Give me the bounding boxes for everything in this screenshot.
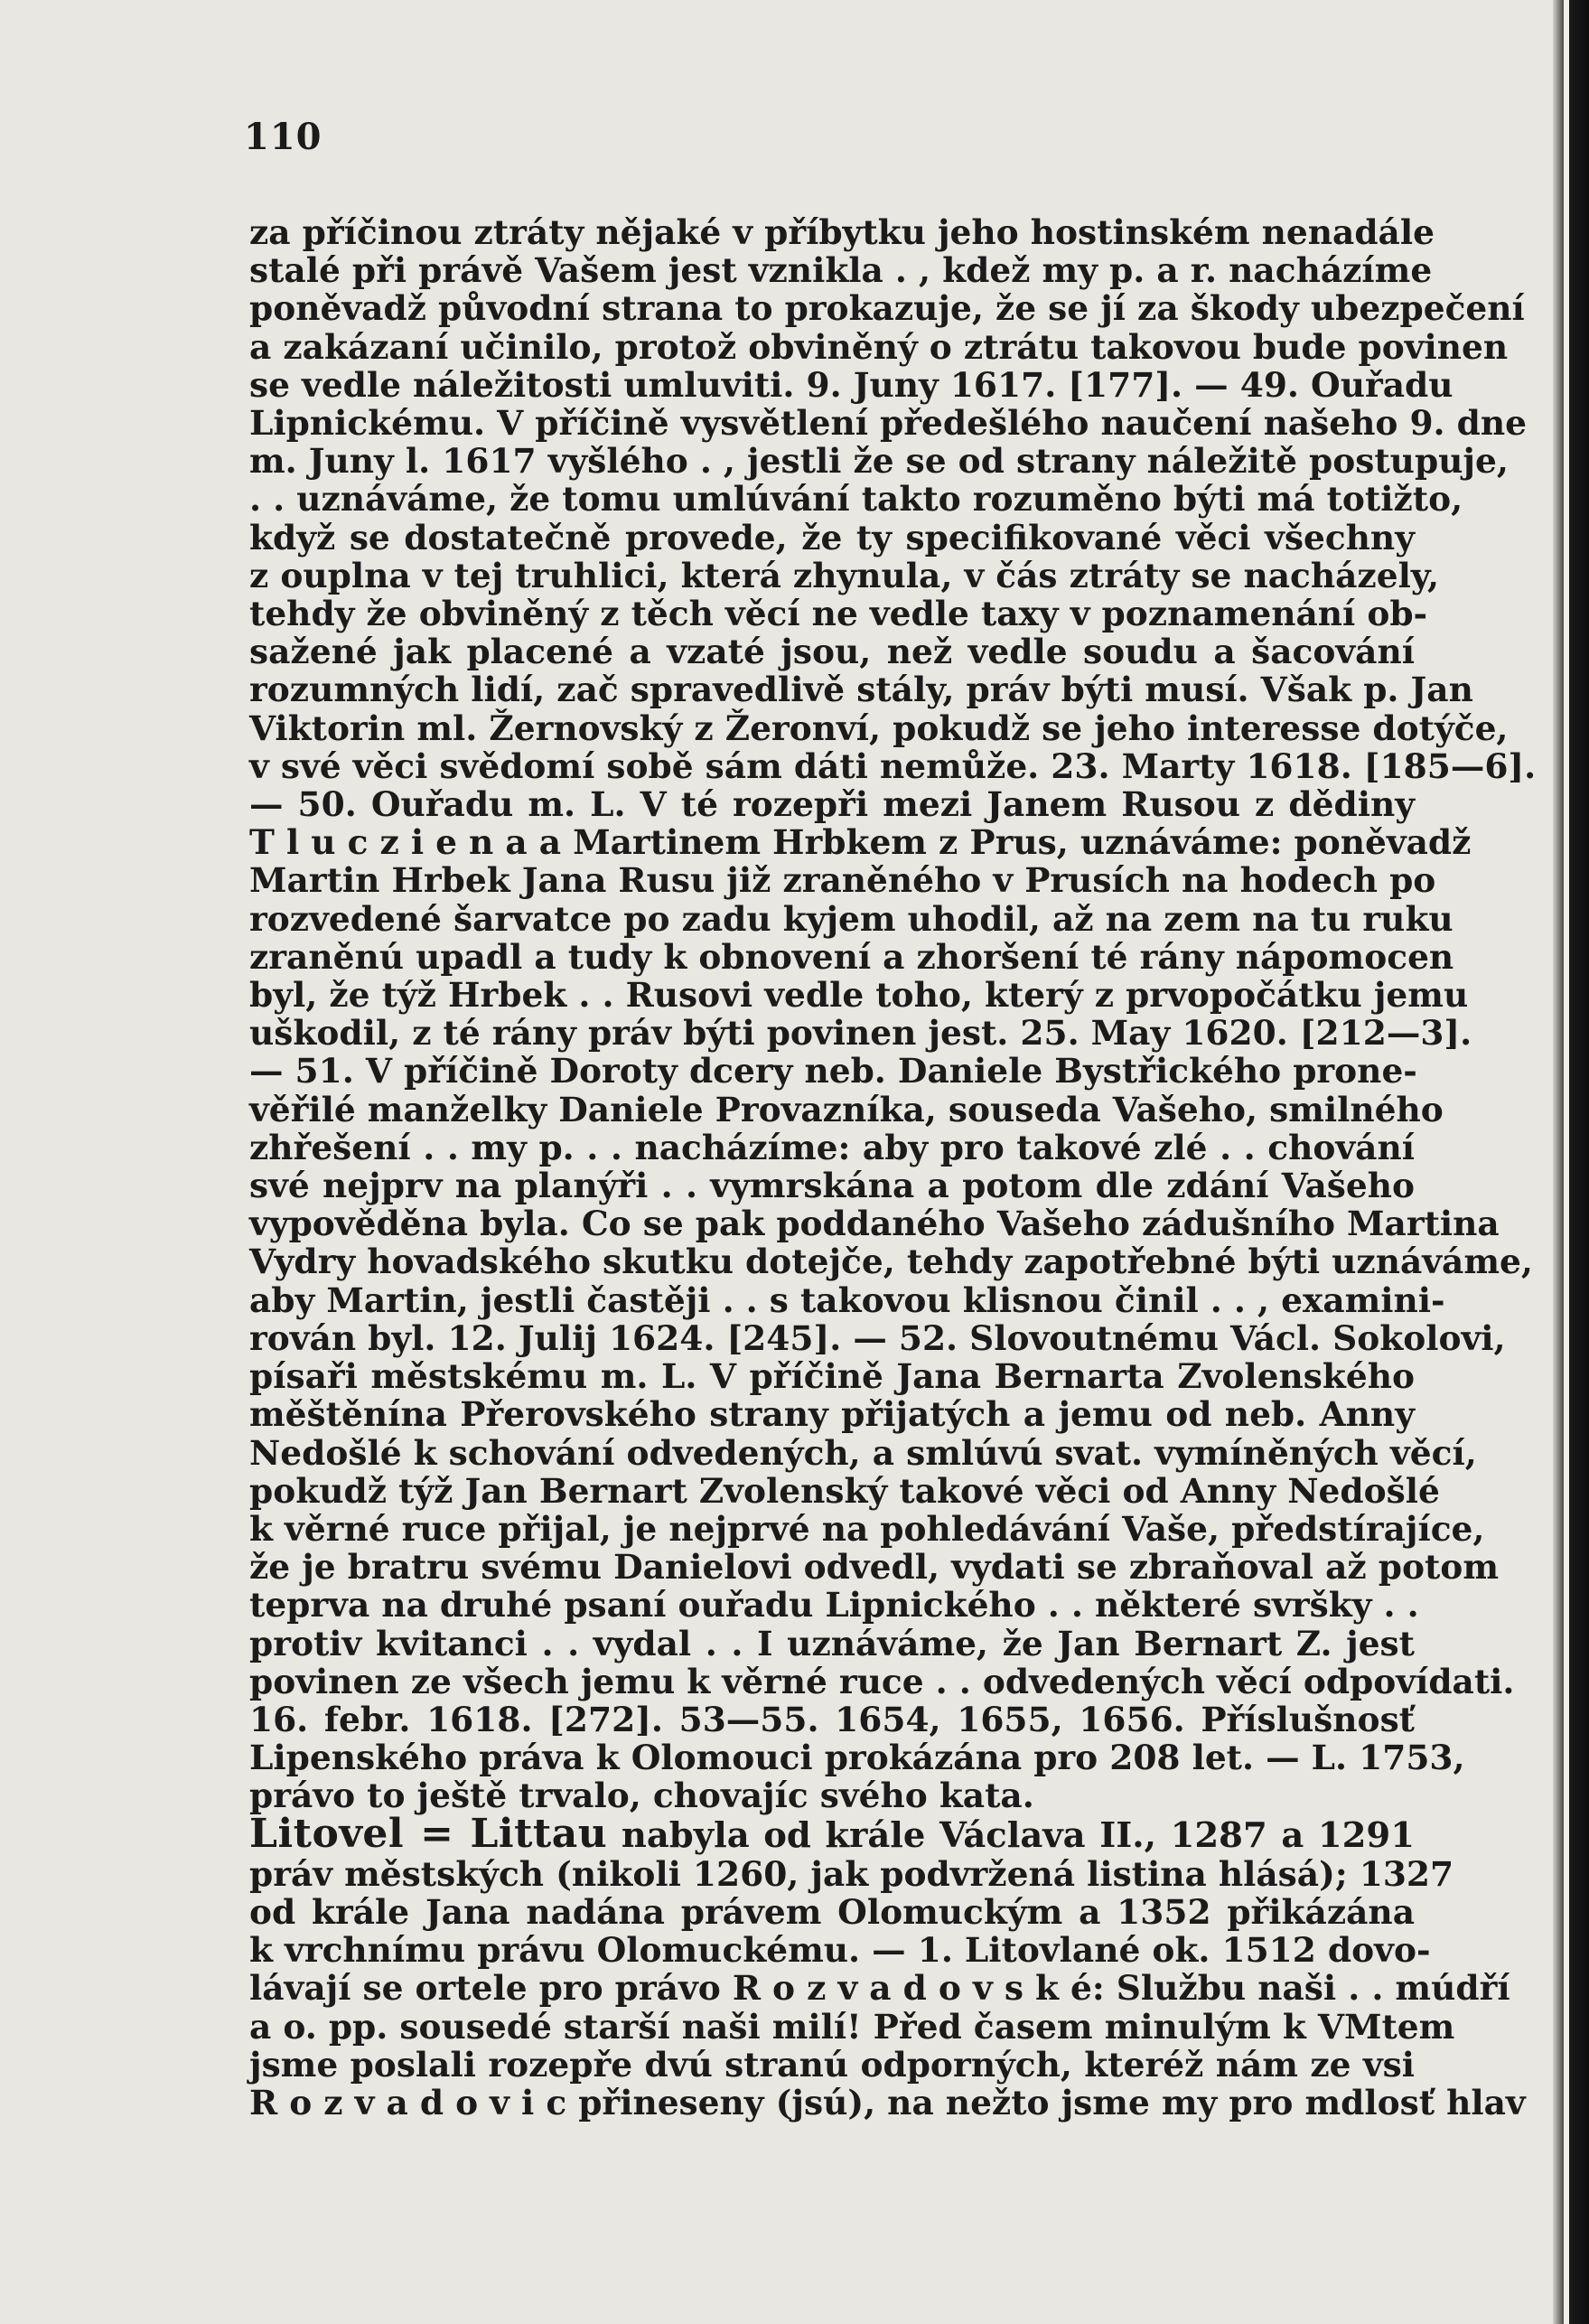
text-line: věřilé manželky Daniele Provazníka, souseda Vašeho, smilného bbox=[249, 1089, 1444, 1129]
body-text bbox=[249, 212, 1537, 2123]
text-line: uškodil, z té rány práv býti povinen jest. 25. May 1620. [212—3]. bbox=[249, 1013, 1472, 1054]
text-line: poněvadž původní strana to prokazuje, že se jí za škody ubezpečení bbox=[249, 288, 1525, 329]
text-line: aby Martin, jestli častěji . . s takovou klisnou činil . . , examini- bbox=[249, 1279, 1445, 1320]
scan-edge-highlight bbox=[1564, 0, 1569, 2324]
text-line: 16. febr. 1618. [272]. 53—55. 1654, 1655, 1656. Příslušnosť bbox=[249, 1699, 1415, 1739]
text-line: písaři městskému m. L. V příčině Jana Bernarta Zvolenského bbox=[249, 1356, 1415, 1397]
text-line: právo to ještě trvalo, chovajíc svého kata. bbox=[249, 1776, 1034, 1816]
text-line: Martin Hrbek Jana Rusu již zraněného v Prusích na hodech po bbox=[249, 860, 1436, 901]
litovel-first-line-text: nabyla od krále Václava II., 1287 a 1291 bbox=[621, 1814, 1415, 1856]
litovel-first-line bbox=[249, 1810, 1415, 1857]
text-line: za příčinou ztráty nějaké v příbytku jeho hostinském nenadále bbox=[249, 212, 1435, 252]
litovel-heading: Litovel = Littau bbox=[249, 1810, 608, 1857]
text-line: rozvedené šarvatce po zadu kyjem uhodil, až na zem na tu ruku bbox=[249, 898, 1453, 939]
text-line: když se dostatečně provede, že ty specifikované věci všechny bbox=[249, 517, 1415, 558]
text-line: lávají se ortele pro právo R o z v a d o v s k é: Službu naši . . múdří bbox=[249, 1968, 1510, 2009]
text-line: teprva na druhé psaní ouřadu Lipnického . . některé svršky . . bbox=[249, 1585, 1419, 1626]
text-line: pokudž týž Jan Bernart Zvolenský takové věci od Anny Nedošlé bbox=[249, 1470, 1440, 1511]
text-line: sažené jak placené a vzaté jsou, než vedle soudu a šacování bbox=[249, 632, 1415, 672]
text-line: Vydry hovadského skutku dotejče, tehdy zapotřebné býti uznáváme, bbox=[249, 1242, 1533, 1282]
text-line: měštěnína Přerovského strany přijatých a jemu od neb. Anny bbox=[249, 1394, 1415, 1435]
text-line: že je bratru svému Danielovi odvedl, vydati se zbraňoval až potom bbox=[249, 1547, 1499, 1588]
text-line: Viktorin ml. Žernovský z Žeronví, pokudž se jeho interesse dotýče, bbox=[249, 708, 1509, 748]
text-line: rozumných lidí, zač spravedlivě stály, práv býti musí. Však p. Jan bbox=[249, 670, 1473, 710]
text-line: vypověděna byla. Co se pak poddaného Vašeho zádušního Martina bbox=[249, 1204, 1500, 1244]
text-line: Lipnickému. V příčině vysvětlení předešlého naučení našeho 9. dne bbox=[249, 403, 1527, 444]
text-line: k věrné ruce přijal, je nejprvé na pohledávání Vaše, předstírajíce, bbox=[249, 1508, 1485, 1549]
text-line: práv městských (nikoli 1260, jak podvržená listina hlásá); 1327 bbox=[249, 1853, 1454, 1894]
text-line: v své věci svědomí sobě sám dáti nemůže. 23. Marty 1618. [185—6]. bbox=[249, 745, 1537, 786]
text-line: jsme poslali rozepře dvú stranú odporných, kteréž nám ze vsi bbox=[249, 2044, 1415, 2085]
text-line: a zakázaní učinilo, protož obviněný o ztrátu takovou bude povinen bbox=[249, 326, 1509, 367]
text-line: k vrchnímu právu Olomuckému. — 1. Litovlané ok. 1512 dovo- bbox=[249, 1930, 1431, 1971]
text-line: protiv kvitanci . . vydal . . I uznáváme, že Jan Bernart Z. jest bbox=[249, 1623, 1415, 1663]
page-number: 110 bbox=[244, 116, 322, 158]
text-line: — 51. V příčině Doroty dcery neb. Daniele Bystřického prone- bbox=[249, 1051, 1417, 1092]
text-line: Lipenského práva k Olomouci prokázána pro 208 let. — L. 1753, bbox=[249, 1738, 1465, 1778]
text-line: a o. pp. sousedé starší naši milí! Před časem minulým k VMtem bbox=[249, 2006, 1455, 2047]
text-line: své nejprv na planýři . . vymrskána a potom dle zdání Vašeho bbox=[249, 1166, 1415, 1206]
text-line: tehdy že obviněný z těch věcí ne vedle taxy v poznamenání ob- bbox=[249, 594, 1428, 634]
text-line: od krále Jana nadána právem Olomuckým a 1352 přikázána bbox=[249, 1891, 1415, 1932]
text-line: Nedošlé k schování odvedených, a smlúvú svat. vymíněných věcí, bbox=[249, 1432, 1477, 1473]
text-line: zraněnú upadl a tudy k obnovení a zhoršení té rány nápomocen bbox=[249, 936, 1454, 977]
text-line: T l u c z i e n a a Martinem Hrbkem z Prus, uznáváme: poněvadž bbox=[249, 822, 1472, 863]
text-line: . . uznáváme, že tomu umlúvání takto rozuměno býti má totižto, bbox=[249, 479, 1463, 520]
text-line: zhřešení . . my p. . . nacházíme: aby pro takové zlé . . chování bbox=[249, 1127, 1415, 1167]
text-line: m. Juny l. 1617 vyšlého . , jestli že se od strany náležitě postupuje, bbox=[249, 441, 1509, 482]
text-line: rován byl. 12. Julij 1624. [245]. — 52. Slovoutnému Václ. Sokolovi, bbox=[249, 1317, 1506, 1358]
text-line: z ouplna v tej truhlici, která zhynula, v čás ztráty se nacházely, bbox=[249, 555, 1440, 595]
text-line: R o z v a d o v i c přineseny (jsú), na nežto jsme my pro mdlosť hlav bbox=[249, 2082, 1526, 2123]
text-line: stalé při právě Vašem jest vznikla . , kdež my p. a r. nacházíme bbox=[249, 250, 1433, 291]
text-line: — 50. Ouřadu m. L. V té rozepři mezi Janem Rusou z dědiny bbox=[249, 784, 1415, 825]
text-line: se vedle náležitosti umluviti. 9. Juny 1617. [177]. — 49. Ouřadu bbox=[249, 364, 1453, 405]
text-line: povinen ze všech jemu k věrné ruce . . odvedených věcí odpovídati. bbox=[249, 1661, 1515, 1701]
text-line: byl, že týž Hrbek . . Rusovi vedle toho, který z prvopočátku jemu bbox=[249, 975, 1469, 1016]
scan-dark-edge bbox=[1553, 0, 1589, 2324]
